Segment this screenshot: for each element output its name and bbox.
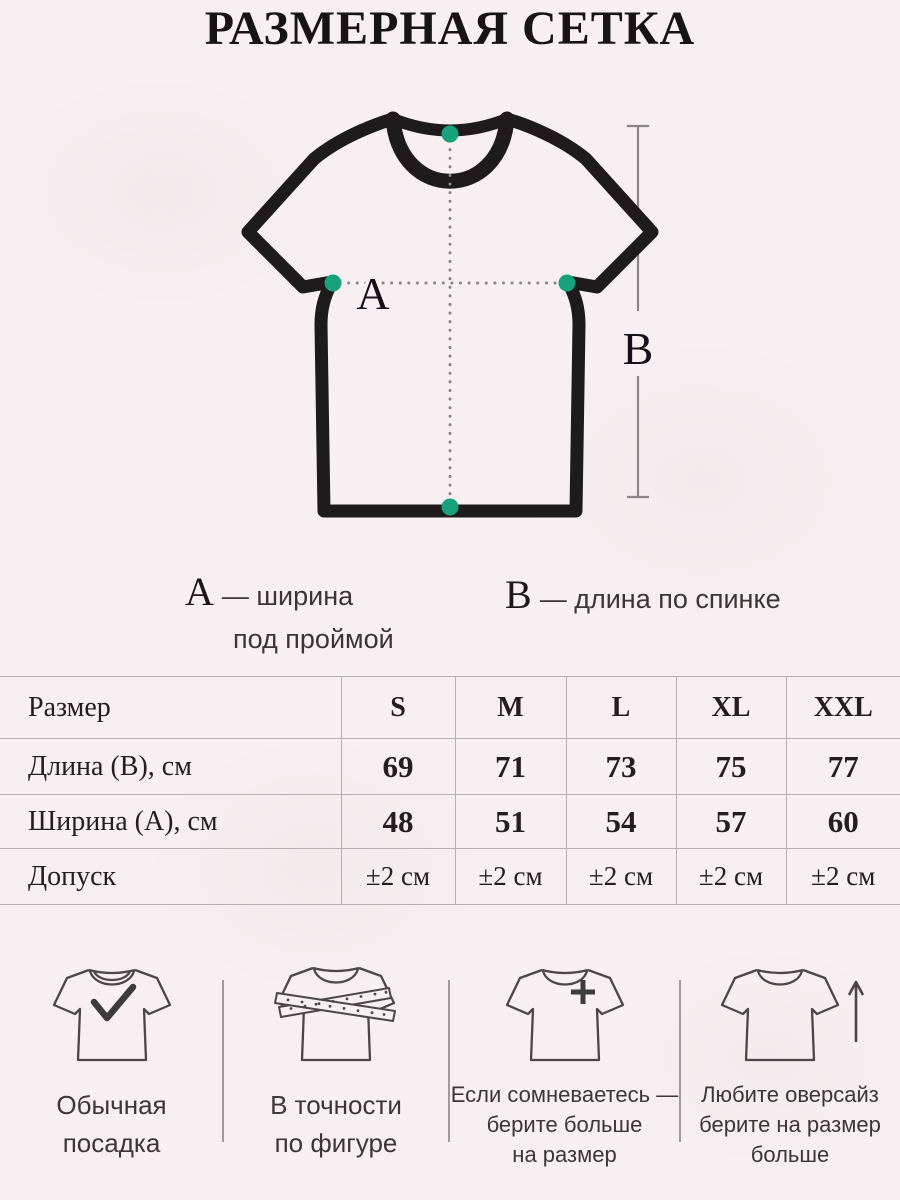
value-cell: 75 bbox=[676, 739, 786, 795]
value-cell: 71 bbox=[455, 739, 566, 795]
value-cell: ±2 см bbox=[341, 849, 455, 905]
length-measure-line bbox=[627, 126, 649, 497]
length-label: B bbox=[622, 323, 654, 374]
legend-length bbox=[505, 571, 781, 618]
size-col-header: XXL bbox=[786, 677, 900, 739]
row-label: Ширина (A), см bbox=[0, 795, 341, 849]
fit-caption: В точности по фигуре bbox=[270, 1090, 402, 1158]
measure-point-collar bbox=[442, 126, 459, 143]
row-label: Длина (B), см bbox=[0, 739, 341, 795]
tshirt-arrow-icon bbox=[710, 962, 870, 1068]
legend-width bbox=[185, 568, 394, 655]
fit-guide bbox=[0, 952, 900, 1200]
divider bbox=[222, 980, 224, 1142]
measure-point-left-armpit bbox=[325, 275, 342, 292]
legend-width-text: — ширина bbox=[221, 581, 354, 611]
fit-item-oversize bbox=[680, 952, 900, 1170]
measure-point-right-armpit bbox=[559, 275, 576, 292]
legend-width-letter: A bbox=[185, 569, 214, 614]
fit-item-regular bbox=[0, 952, 223, 1162]
tshirt-check-icon bbox=[37, 962, 187, 1068]
measure-point-hem bbox=[442, 499, 459, 516]
value-cell: ±2 см bbox=[676, 849, 786, 905]
tshirt-measurement-diagram bbox=[200, 85, 700, 555]
value-cell: ±2 см bbox=[566, 849, 676, 905]
legend-width-line1 bbox=[185, 568, 394, 615]
page-title: РАЗМЕРНАЯ СЕТКА bbox=[204, 2, 696, 55]
value-cell: 77 bbox=[786, 739, 900, 795]
size-col-header: M bbox=[455, 677, 566, 739]
value-cell: 73 bbox=[566, 739, 676, 795]
fit-item-size-up bbox=[449, 952, 680, 1170]
table-row-tolerance bbox=[0, 849, 900, 905]
value-cell: 48 bbox=[341, 795, 455, 849]
legend-length-line1 bbox=[505, 571, 781, 618]
fit-caption: Обычная посадка bbox=[56, 1090, 167, 1158]
legend-length-text: — длина по спинке bbox=[539, 584, 781, 614]
row-label: Допуск bbox=[0, 849, 341, 905]
value-cell: 54 bbox=[566, 795, 676, 849]
legend-length-letter: B bbox=[505, 572, 532, 617]
divider bbox=[679, 980, 681, 1142]
fit-caption: Если сомневаетесь — берите больше на размер bbox=[450, 1082, 679, 1167]
table-row-width bbox=[0, 795, 900, 849]
value-cell: 60 bbox=[786, 795, 900, 849]
value-cell: ±2 см bbox=[786, 849, 900, 905]
row-label: Размер bbox=[28, 691, 111, 723]
size-col-header: S bbox=[341, 677, 455, 739]
value-cell: ±2 см bbox=[455, 849, 566, 905]
size-col-header: L bbox=[566, 677, 676, 739]
value-cell: 51 bbox=[455, 795, 566, 849]
size-table bbox=[0, 676, 900, 905]
table-row-length bbox=[0, 739, 900, 795]
divider bbox=[448, 980, 450, 1142]
value-cell: 69 bbox=[341, 739, 455, 795]
fit-item-exact bbox=[223, 952, 449, 1162]
width-label: A bbox=[356, 268, 390, 319]
legend-width-line2: под проймой bbox=[233, 624, 394, 654]
tshirt-plus-icon bbox=[490, 962, 640, 1068]
tshirt-tape-icon bbox=[261, 956, 411, 1068]
size-col-header: XL bbox=[676, 677, 786, 739]
table-header-row bbox=[0, 677, 900, 739]
fit-caption: Любите оверсайз берите на размер больше bbox=[699, 1082, 881, 1167]
value-cell: 57 bbox=[676, 795, 786, 849]
